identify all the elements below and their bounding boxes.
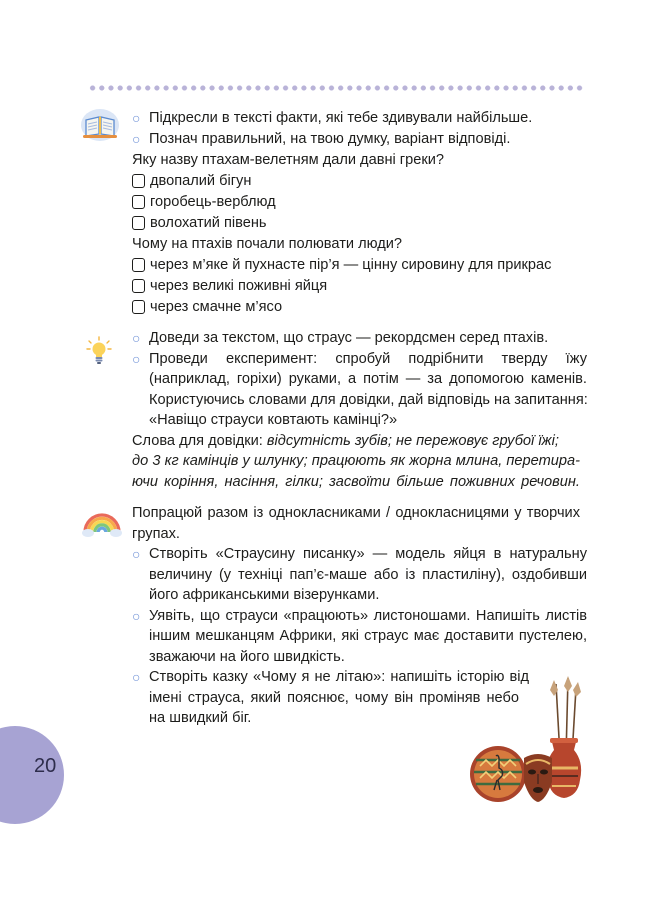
bullet-icon: ○ bbox=[132, 110, 141, 126]
list-item: ○ Створіть казку «Чому я не літаю»: напишіть історію від bbox=[132, 667, 587, 688]
answer-option[interactable]: двопалий бігун bbox=[132, 171, 587, 192]
checkbox[interactable] bbox=[132, 216, 145, 230]
bullet-icon: ○ bbox=[132, 546, 141, 562]
answer-option[interactable]: горобець-верблюд bbox=[132, 192, 587, 213]
question-1: Яку назву птахам-велетням дали давні греки? bbox=[132, 152, 445, 168]
checkbox[interactable] bbox=[132, 174, 145, 188]
list-item: ○ Підкресли в тексті факти, які тебе здивували найбільше. bbox=[132, 108, 587, 129]
bullet-icon: ○ bbox=[132, 350, 141, 367]
page-number: 20 bbox=[34, 755, 57, 777]
task-section-2: ○ Доведи за текстом, що страус — рекордсмен серед птахів. ○ Проведи експеримент: спробуй подрібнити тверду їжу (наприклад, горіхи) руками, а потім — за допомогою каменів. Користуючись словами для довідки, дай відповідь на запитання: «Навіщо страуси ковтають камінці?» Слова для довідки: відсутність зубів; не пережовує грубої їжі; до 3 кг камінців у шлунку; працюють як жорна млина, перетира- ючи коріння, насіння, гілки; засвоїти більше поживних речовин. bbox=[132, 330, 588, 490]
list-item: ○ Проведи експеримент: спробуй подрібнити тверду їжу bbox=[132, 349, 587, 370]
reference-words: Слова для довідки: відсутність зубів; не пережовує грубої їжі; bbox=[132, 432, 559, 449]
answer-option[interactable]: волохатий півень bbox=[132, 213, 587, 234]
question-2: Чому на птахів почали полювати люди? bbox=[132, 236, 403, 252]
bullet-icon: ○ bbox=[132, 131, 141, 147]
book-icon bbox=[80, 108, 120, 142]
answer-option[interactable]: через смачне м’ясо bbox=[132, 297, 587, 318]
bullet-icon: ○ bbox=[132, 669, 141, 685]
checkbox[interactable] bbox=[132, 258, 145, 272]
answer-option[interactable]: через м’яке й пухнасте пір’я — цінну сировину для прикрас bbox=[132, 255, 587, 276]
checkbox[interactable] bbox=[132, 279, 145, 293]
task-section-3: Попрацюй разом із однокласниками / однокласницями у творчих групах. ○ Створіть «Страусину писанку» — модель яйця в натуральну величину (у техніці пап’є-маше або із пластиліну), оздобивши його африканськими візерунками. ○ Уявіть, що страуси «працюють» листоношами. Напишіть листів іншим мешканцям Африки, які страус має доставити пустелею, зважаючи на його швидкість. ○ Створіть казку «Чому я не літаю»: напишіть історію від імені страуса, який пояснює, чому він проміняв небо на швидкий біг. bbox=[132, 505, 587, 726]
list-item: ○ Доведи за текстом, що страус — рекордсмен серед птахів. bbox=[132, 328, 587, 349]
list-item: ○ Познач правильний, на твою думку, варіант відповіді. bbox=[132, 129, 587, 150]
answer-option[interactable]: через великі поживні яйця bbox=[132, 276, 587, 297]
rainbow-icon bbox=[82, 508, 122, 538]
dotted-divider bbox=[88, 84, 584, 92]
checkbox[interactable] bbox=[132, 300, 145, 314]
list-item: ○ Створіть «Страусину писанку» — модель яйця в натуральну bbox=[132, 544, 587, 565]
checkbox[interactable] bbox=[132, 195, 145, 209]
african-decor-illustration bbox=[468, 676, 588, 804]
lightbulb-icon bbox=[86, 336, 112, 366]
task-section-1 bbox=[132, 108, 587, 318]
list-item: ○ Уявіть, що страуси «працюють» листоношами. Напишіть листів bbox=[132, 606, 587, 627]
bullet-icon: ○ bbox=[132, 330, 141, 346]
bullet-icon: ○ bbox=[132, 607, 141, 624]
